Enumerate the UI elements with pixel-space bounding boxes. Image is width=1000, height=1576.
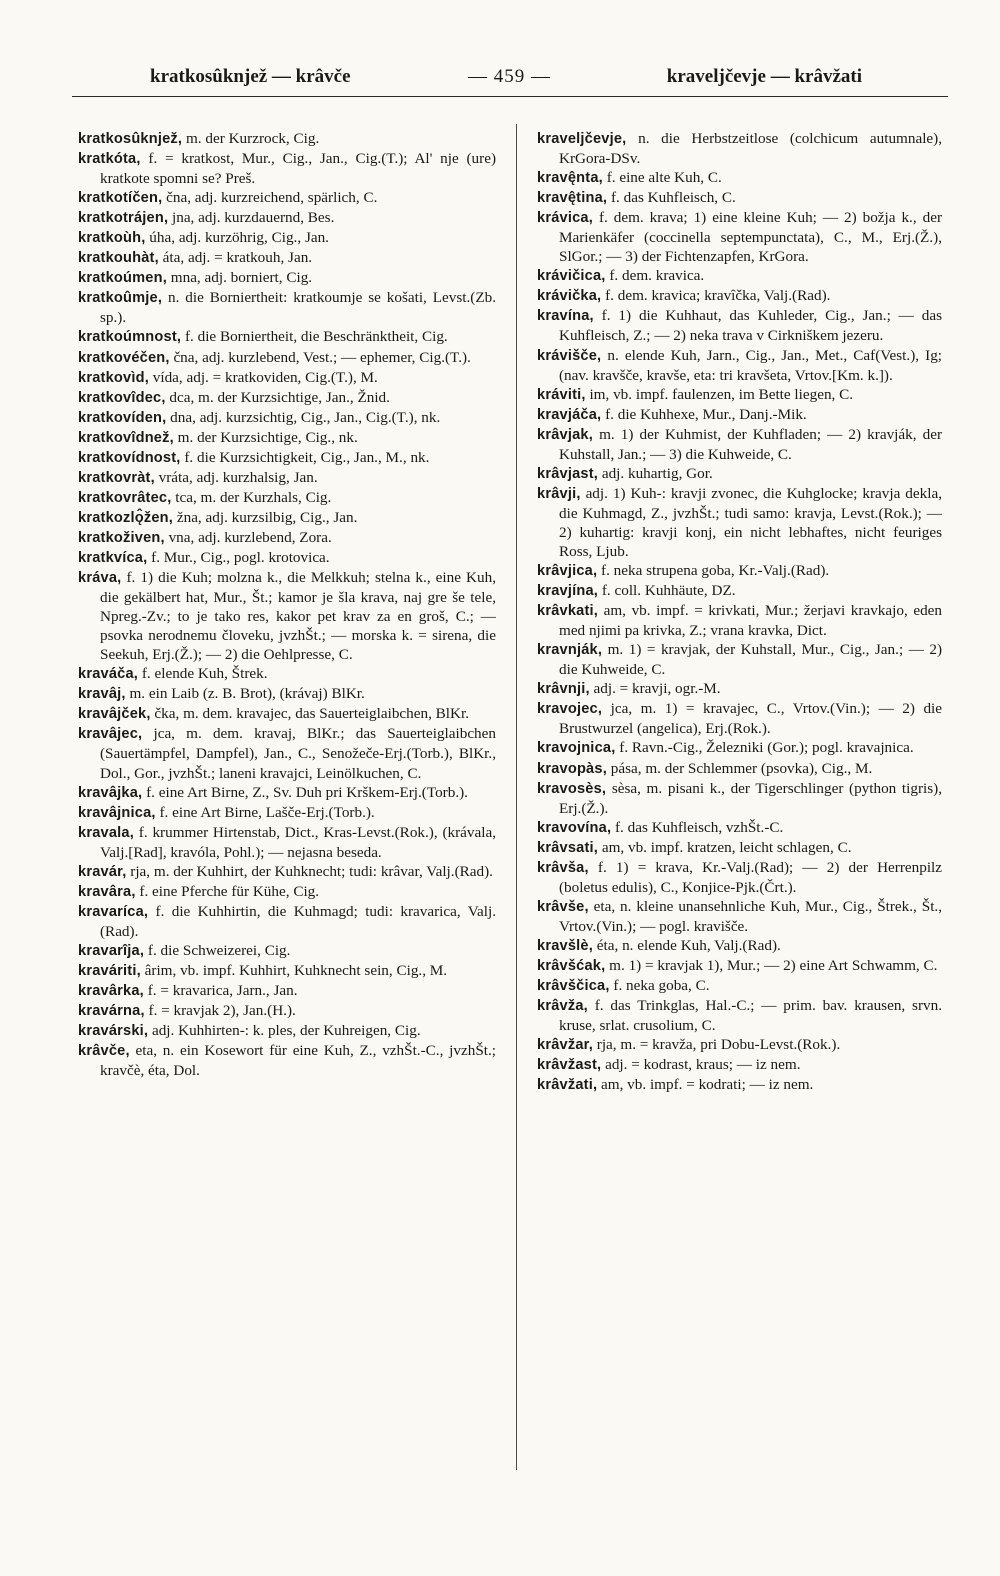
dictionary-entry [78, 228, 496, 248]
dictionary-entry [537, 425, 942, 464]
entry-headword: kraváča, [78, 666, 139, 683]
entry-definition: jca, m. 1) = kravajec, C., Vrtov.(Vin.); — 2) die Brustwurzel (angelica), Erj.(Rok.). [559, 700, 942, 738]
dictionary-entry [78, 704, 496, 724]
header-left-guideword: kratkosûknjež — krâvče [150, 66, 351, 87]
entry-headword: kratkotíčen, [78, 190, 163, 207]
dictionary-entry [78, 941, 496, 961]
dictionary-entry [537, 1055, 942, 1075]
dictionary-entry [537, 779, 942, 818]
entry-definition: f. die Borniertheit, die Beschränktheit, Cig. [184, 328, 448, 346]
dictionary-entry [537, 188, 942, 208]
dictionary-entry [78, 902, 496, 941]
entry-definition: adj. Kuhhirten-: k. ples, der Kuhreigen, Cig. [151, 1022, 421, 1040]
dictionary-entry [537, 679, 942, 699]
entry-definition: m. 1) = kravjak, der Kuhstall, Mur., Cig., Jan.; — 2) die Kuhweide, C. [559, 641, 942, 679]
dictionary-entry [537, 561, 942, 581]
dictionary-entry [78, 548, 496, 568]
entry-definition: adj. = kravji, ogr.-M. [593, 680, 721, 698]
entry-definition: éta, n. elende Kuh, Valj.(Rad). [596, 936, 781, 954]
entry-definition: jna, adj. kurzdauernd, Bes. [172, 209, 335, 227]
dictionary-entry [78, 368, 496, 388]
dictionary-entry [537, 1075, 942, 1095]
entry-definition: f. Ravn.-Cig., Železniki (Gor.); pogl. kravajnica. [619, 739, 914, 757]
entry-headword: kratkoûmje, [78, 290, 163, 307]
entry-definition: vída, adj. = kratkoviden, Cig.(T.), M. [152, 368, 378, 386]
dictionary-entry [537, 640, 942, 679]
entry-definition: f. = kravarica, Jarn., Jan. [147, 982, 298, 1000]
entry-definition: jca, m. dem. kravaj, BlKr.; das Sauerteiglaibchen (Sauertämpfel, Dampfel), Jan., C., Senožeče-Erj.(Torb.), BlKr., Dol., Gor., jvzhŠt.; laneni kravajci, Leinölkuchen, C. [100, 725, 496, 782]
entry-definition: f. das Kuhfleisch, C. [610, 189, 736, 207]
dictionary-entry [537, 266, 942, 286]
entry-headword: krâvša, [537, 859, 589, 876]
entry-definition: rja, m. = kravža, pri Dobu-Levst.(Rok.). [596, 1036, 841, 1054]
entry-definition: am, vb. impf. kratzen, leicht schlagen, C. [601, 838, 852, 856]
entry-headword: kratkovîdnež, [78, 429, 174, 446]
entry-headword: krâvšćak, [537, 957, 606, 974]
dictionary-entry [78, 408, 496, 428]
dictionary-entry [537, 286, 942, 306]
entry-definition: f. neka strupena goba, Kr.-Valj.(Rad). [601, 562, 830, 580]
entry-definition: f. die Schweizerei, Cig. [147, 941, 291, 959]
dictionary-entry [537, 208, 942, 266]
entry-definition: f. das Kuhfleisch, vzhŠt.-C. [615, 818, 784, 836]
entry-definition: n. die Herbstzeitlose (colchicum autumnale), KrGora-DSv. [559, 130, 942, 168]
dictionary-entry [78, 188, 496, 208]
entry-definition: čka, m. dem. kravajec, das Sauerteiglaibchen, BlKr. [154, 705, 470, 723]
entry-headword: kravâj, [78, 686, 126, 703]
entry-headword: kravârka, [78, 983, 144, 1000]
dictionary-entry [78, 388, 496, 408]
entry-headword: krávička, [537, 288, 602, 305]
entry-definition: f. elende Kuh, Štrek. [141, 665, 268, 683]
entry-definition: čna, adj. kurzlebend, Vest.; — ephemer, Cig.(T.). [173, 348, 471, 366]
entry-headword: kravopàs, [537, 760, 607, 777]
dictionary-entry [78, 724, 496, 782]
entry-definition: žna, adj. kurzsilbig, Cig., Jan. [176, 508, 358, 526]
entry-headword: krâvžast, [537, 1057, 602, 1074]
entry-headword: krâvžati, [537, 1077, 598, 1094]
entry-headword: kratkozlǫ̂žen, [78, 509, 174, 526]
entry-definition: f. krummer Hirtenstab, Dict., Kras-Levst.(Rok.), (krávala, Valj.[Rad], kravóla, Pohl.); — nejasna beseda. [100, 823, 496, 861]
entry-headword: kravnják, [537, 642, 603, 659]
dictionary-entry [78, 488, 496, 508]
entry-headword: kratkovídnost, [78, 449, 181, 466]
dictionary-entry [537, 581, 942, 601]
dictionary-entry [78, 961, 496, 981]
entry-definition: ârim, vb. impf. Kuhhirt, Kuhknecht sein, Cig., M. [144, 961, 448, 979]
entry-definition: m. ein Laib (z. B. Brot), (krávaj) BlKr. [129, 685, 365, 703]
dictionary-entry [537, 818, 942, 838]
dictionary-entry [78, 1001, 496, 1021]
entry-definition: m. der Kurzsichtige, Cig., nk. [177, 428, 358, 446]
entry-definition: f. dem. kravica; kravîčka, Valj.(Rad). [605, 287, 831, 305]
entry-headword: kravovína, [537, 819, 612, 836]
entry-definition: f. dem. kravica. [609, 267, 705, 285]
entry-headword: kravâjec, [78, 726, 143, 743]
dictionary-entry [78, 1021, 496, 1041]
entry-definition: úha, adj. kurzöhrig, Cig., Jan. [149, 229, 329, 247]
dictionary-entry [537, 601, 942, 640]
entry-headword: kratkovíden, [78, 409, 167, 426]
dictionary-entry [537, 168, 942, 188]
right-column [537, 129, 942, 1569]
dictionary-entry [537, 996, 942, 1035]
entry-definition: f. dem. krava; 1) eine kleine Kuh; — 2) božja k., der Marienkäfer (coccinella septempunctata), C., M., Erj.(Ž.), SlGor.; — 3) der Fichtenzapfen, KrGora. [559, 209, 942, 266]
dictionary-entry [78, 803, 496, 823]
entry-definition: f. Mur., Cig., pogl. krotovica. [151, 548, 330, 566]
entry-definition: n. die Borniertheit: kratkoumje se košati, Levst.(Zb. sp.). [100, 289, 496, 327]
entry-definition: dna, adj. kurzsichtig, Cig., Jan., Cig.(T.), nk. [170, 408, 441, 426]
entry-headword: kratkóta, [78, 151, 141, 168]
entry-definition: f. neka goba, C. [613, 977, 710, 995]
dictionary-entry [537, 897, 942, 936]
running-header [72, 64, 948, 97]
dictionary-entry [78, 208, 496, 228]
dictionary-entry [78, 448, 496, 468]
entry-definition: rja, m. der Kuhhirt, der Kuhknecht; tudi: krâvar, Valj.(Rad). [130, 862, 493, 880]
entry-headword: krâvščica, [537, 978, 610, 995]
entry-headword: kratkovéčen, [78, 349, 170, 366]
entry-headword: kratkovràt, [78, 469, 155, 486]
entry-headword: kratkovrâtec, [78, 489, 172, 506]
entry-headword: kravšlè, [537, 937, 593, 954]
entry-headword: kraveljčevje, [537, 131, 627, 147]
dictionary-entry [78, 248, 496, 268]
entry-definition: m. 1) = kravjak 1), Mur.; — 2) eine Art Schwamm, C. [609, 956, 938, 974]
entry-headword: kratkotrájen, [78, 210, 169, 227]
entry-definition: am, vb. impf. = krivkati, Mur.; žerjavi kravkajo, eden med njimi pa krivka, Z.; vrana kravka, Dict. [559, 602, 942, 640]
dictionary-entry [537, 858, 942, 897]
dictionary-entry [78, 508, 496, 528]
entry-definition: f. das Trinkglas, Hal.-C.; — prim. bav. krausen, srvn. kruse, srlat. crusolium, C. [559, 997, 942, 1035]
entry-headword: kravâjka, [78, 784, 143, 801]
entry-headword: krâvsati, [537, 839, 599, 856]
entry-headword: kravâjček, [78, 706, 151, 723]
entry-definition: n. elende Kuh, Jarn., Cig., Jan., Met., Caf(Vest.), Ig; (nav. kravšče, kravše, eta: tri kravšeta, Vrtov.[Km. k.]). [559, 346, 942, 384]
entry-headword: kratkoùh, [78, 230, 146, 247]
column-divider [516, 124, 517, 1470]
entry-headword: krâvjak, [537, 426, 593, 443]
dictionary-entry [537, 699, 942, 738]
entry-headword: kravína, [537, 308, 594, 325]
entry-headword: kratkovìd, [78, 369, 149, 386]
dictionary-entry [78, 862, 496, 882]
entry-headword: kratkouhàt, [78, 250, 159, 267]
entry-headword: kravárski, [78, 1023, 149, 1040]
dictionary-entry [78, 664, 496, 684]
dictionary-entry [537, 1035, 942, 1055]
header-right-guideword: kraveljčevje — krâvžati [666, 66, 862, 87]
entry-definition: am, vb. impf. = kodrati; — iz nem. [601, 1076, 814, 1094]
entry-definition: f. 1) die Kuh; molzna k., die Melkkuh; stelna k., eine Kuh, die gekälbert hat, Mur., Št.; kamor je šla krava, naj gre še tele, Npreg.-Zv.; to je tako res, kakor pet krav za en groš, C.; — psovka nerodnemu človeku, jvzhŠt.; — morska k. = sirena, die Seekuh, Erj.(Ž.); — 2) die Oehlpresse, C. [100, 569, 496, 664]
dictionary-entry [78, 823, 496, 862]
entry-headword: krâvkati, [537, 603, 599, 620]
dictionary-entry [78, 882, 496, 902]
dictionary-entry [78, 568, 496, 664]
entry-headword: kravjína, [537, 583, 599, 600]
dictionary-entry [78, 268, 496, 288]
entry-headword: kratkoúmen, [78, 270, 167, 287]
entry-definition: f. eine Art Birne, Z., Sv. Duh pri Krškem-Erj.(Torb.). [146, 783, 468, 801]
entry-definition: f. 1) die Kuhhaut, das Kuhleder, Cig., Jan.; — das Kuhfleisch, Z.; — 2) neka trava v Cirkniškem jezeru. [559, 307, 942, 345]
entry-headword: kravosès, [537, 780, 607, 797]
dictionary-entry [78, 783, 496, 803]
entry-headword: kravár, [78, 863, 127, 880]
entry-headword: kráviti, [537, 386, 586, 403]
entry-definition: f. coll. Kuhhäute, DZ. [601, 582, 736, 600]
entry-definition: m. 1) der Kuhmist, der Kuhfladen; — 2) kravják, der Kuhstall, Jan.; — 3) die Kuhweide, C. [559, 425, 942, 463]
entry-definition: adj. kuhartig, Gor. [601, 464, 713, 482]
entry-definition: f. = kravjak 2), Jan.(H.). [148, 1002, 296, 1020]
entry-headword: krávišče, [537, 347, 602, 364]
dictionary-entry [537, 838, 942, 858]
entry-definition: sèsa, m. pisani k., der Tigerschlinger (python tigris), Erj.(Ž.). [559, 779, 942, 817]
entry-definition: f. die Kuhhirtin, die Kuhmagd; tudi: kravarica, Valj.(Rad). [100, 902, 496, 940]
entry-headword: kravę̂tina, [537, 190, 608, 207]
entry-headword: kravala, [78, 824, 134, 841]
page-number: — 459 — [468, 66, 551, 87]
entry-definition: f. 1) = krava, Kr.-Valj.(Rad); — 2) der Herrenpilz (boletus edulis), C., Konjice-Pjk.(Črt.). [559, 858, 942, 896]
dictionary-entry [78, 528, 496, 548]
entry-headword: krávica, [537, 210, 593, 227]
dictionary-entry [78, 981, 496, 1001]
entry-headword: kravaríca, [78, 903, 149, 920]
dictionary-entry [78, 684, 496, 704]
entry-headword: kratkovîdec, [78, 389, 166, 406]
dictionary-entry [78, 1041, 496, 1080]
dictionary-entry [537, 759, 942, 779]
entry-headword: krávičica, [537, 268, 606, 285]
dictionary-entry [537, 306, 942, 345]
entry-definition: mna, adj. borniert, Cig. [170, 269, 313, 287]
dictionary-entry [537, 129, 942, 168]
entry-headword: kravarîja, [78, 942, 145, 959]
entry-headword: kravojnica, [537, 740, 616, 757]
entry-headword: kravojec, [537, 701, 603, 718]
dictionary-entry [78, 327, 496, 347]
dictionary-entry [78, 149, 496, 188]
dictionary-entry [78, 348, 496, 368]
entry-headword: krâvše, [537, 898, 589, 915]
entry-headword: krâvji, [537, 485, 581, 502]
entry-definition: čna, adj. kurzreichend, spärlich, C. [166, 189, 378, 207]
dictionary-entry [78, 468, 496, 488]
dictionary-entry [537, 484, 942, 561]
entry-headword: kravâjnica, [78, 804, 156, 821]
dictionary-entry [78, 129, 496, 149]
entry-definition: vna, adj. kurzlebend, Zora. [168, 528, 332, 546]
entry-headword: krâvža, [537, 998, 588, 1015]
entry-headword: kratkoživen, [78, 529, 165, 546]
entry-definition: tca, m. der Kurzhals, Cig. [175, 488, 332, 506]
entry-definition: f. eine Art Birne, Lašče-Erj.(Torb.). [159, 803, 375, 821]
dictionary-entry [537, 738, 942, 758]
dictionary-entry [537, 976, 942, 996]
entry-definition: f. die Kuhhexe, Mur., Danj.-Mik. [605, 405, 807, 423]
entry-definition: eta, n. kleine unansehnliche Kuh, Mur., Cig., Štrek., Št., Vrtov.(Vin.); — pogl. kravišče. [559, 897, 942, 935]
dictionary-entry [537, 956, 942, 976]
dictionary-entry [537, 405, 942, 425]
entry-headword: kravę̂nta, [537, 170, 603, 187]
entry-headword: kratkoúmnost, [78, 329, 182, 346]
entry-headword: kravâra, [78, 883, 136, 900]
entry-definition: eta, n. ein Kosewort für eine Kuh, Z., vzhŠt.-C., jvzhŠt.; kravčè, éta, Dol. [100, 1042, 496, 1080]
entry-definition: f. = kratkost, Mur., Cig., Jan., Cig.(T.); Al' nje (ure) kratkote spomni se? Preš. [100, 150, 496, 188]
entry-definition: f. eine alte Kuh, C. [606, 169, 722, 187]
entry-definition: áta, adj. = kratkouh, Jan. [162, 249, 313, 267]
dictionary-entry [537, 385, 942, 405]
entry-headword: krâvnji, [537, 681, 590, 698]
entry-headword: krâvče, [78, 1043, 130, 1060]
entry-headword: krâvjica, [537, 563, 598, 580]
dictionary-entry [78, 428, 496, 448]
dictionary-entry [537, 464, 942, 484]
entry-definition: pása, m. der Schlemmer (psovka), Cig., M. [610, 759, 873, 777]
entry-definition: adj. 1) Kuh-: kravji zvonec, die Kuhglocke; kravja dekla, die Kuhmagd, Z., jvzhŠt.; tudi samo: kravja, Levst.(Rok.); — 2) kuhartig: kravji konj, ein nicht lebhaftes, nicht feuriges Ross, Ljub. [559, 484, 942, 560]
entry-definition: im, vb. impf. faulenzen, im Bette liegen, C. [589, 385, 854, 403]
entry-headword: kratkosûknjež, [78, 131, 183, 147]
entry-definition: m. der Kurzrock, Cig. [185, 130, 320, 147]
entry-headword: krâvjast, [537, 465, 599, 482]
entry-headword: kravjáča, [537, 406, 602, 423]
entry-definition: f. eine Pferche für Kühe, Cig. [139, 882, 320, 900]
entry-definition: adj. = kodrast, kraus; — iz nem. [605, 1056, 801, 1074]
entry-headword: kráva, [78, 570, 122, 587]
entry-headword: krâvžar, [537, 1037, 593, 1054]
entry-headword: kratkvíca, [78, 549, 148, 566]
entry-headword: kravárna, [78, 1003, 145, 1020]
dictionary-entry [537, 936, 942, 956]
dictionary-entry [78, 288, 496, 327]
entry-definition: vráta, adj. kurzhalsig, Jan. [158, 468, 318, 486]
entry-definition: dca, m. der Kurzsichtige, Jan., Žnid. [169, 388, 390, 406]
dictionary-entry [537, 346, 942, 385]
entry-definition: f. die Kurzsichtigkeit, Cig., Jan., M., nk. [184, 448, 430, 466]
entry-headword: kraváriti, [78, 962, 141, 979]
left-column [78, 129, 496, 1569]
